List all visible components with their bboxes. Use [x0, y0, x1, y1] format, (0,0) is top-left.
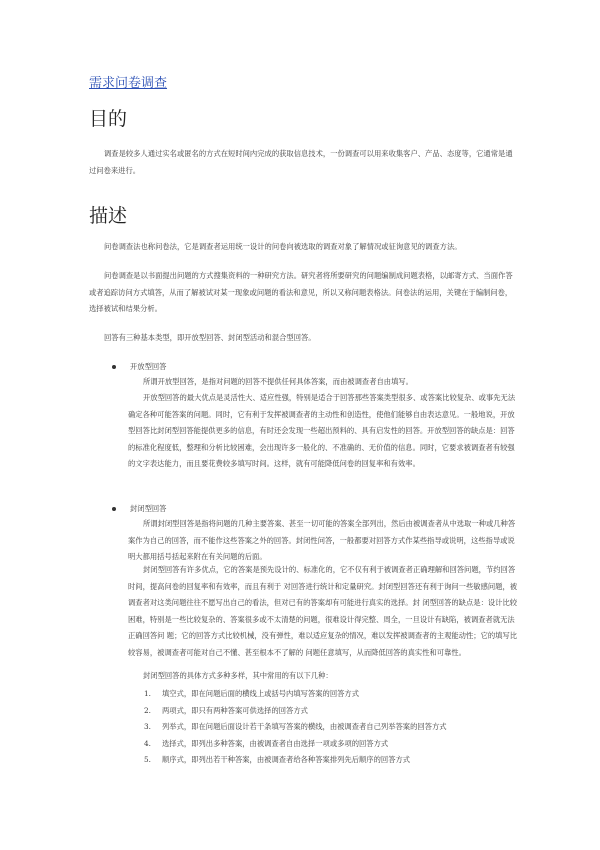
closed-type-paragraph-3: 封闭型回答的具体方式多种多样，其中常用的有以下几种：: [143, 671, 333, 680]
open-type-bullet: [112, 362, 166, 372]
list-item: 4. 选择式，即列出多种答案，由被调查者自由选择一项或多项的回答方式: [144, 738, 389, 748]
description-paragraph-1: 问卷调查法也称问卷法，它是调查者运用统一设计的问卷向被选取的调查对象了解情况或征询意见的调查方法。: [104, 242, 462, 251]
closed-type-paragraph-2: 封闭型回答有许多优点，它的答案是预先设计的、标准化的，它不仅有利于被调查者正确理解和回答问题，节约回答时间，提高问卷的回复率和有效率，而且有利于 对回答进行统计和定量研究。封闭型回答还有利于询问一些敏感问题，被调查者对这类问题往往不愿写出自己的看法，但对已有的答案却有可能进行真实的选择。封 闭型回答的缺点是：设计比较困难，特别是一些比较复杂的、答案很多或不太清楚的问题，很难设计得完整、周全，一旦设计有缺陷，被调查者就无法正确回答问 题；它的回答方式比较机械，没有弹性，难以适应复杂的情况，难以发挥被调查者的主观能动性；它的填写比较容易，被调查者可能对自己不懂、甚至根本不了解的 问题任意填写，从而降低回答的真实性和可靠性。: [128, 565, 518, 657]
description-paragraph-2: 问卷调查是以书面提出问题的方式搜集资料的一种研究方法。研究者将所要研究的问题编制成问题表格，以邮寄方式、当面作答或者追踪访问方式填答，从而了解被试对某一现象或问题的看法和意见，所以又称问题表格法。问卷法的运用，关键在于编制问卷，选择被试和结果分析。: [89, 271, 513, 313]
closed-type-bullet: [112, 504, 166, 514]
bullet-icon: [112, 507, 116, 511]
open-type-paragraph-1: 所谓开放型回答，是指对问题的回答不提供任何具体答案，而由被调查者自由填写。: [143, 377, 413, 386]
survey-title-link[interactable]: 需求问卷调查: [89, 76, 168, 91]
closed-type-list: [144, 686, 447, 769]
closed-type-paragraph-1: 所谓封闭型回答是指将问题的几种主要答案、甚至一切可能的答案全部列出，然后由被调查者从中选取一种或几种答案作为自己的回答，而不能作这些答案之外的回答。封闭性问答，一般都要对回答方式作某些指导或说明，这些指导或说明大都用括号括起来附在有关问题的后面。: [128, 519, 516, 561]
bullet-icon: [112, 365, 116, 369]
purpose-paragraph: 调查是较多人通过实名或匿名的方式在短时间内完成的获取信息技术，一份调查可以用来收集客户、产品、态度等，它通常是通过问卷来进行。: [89, 149, 513, 175]
purpose-heading: 目的: [89, 108, 128, 130]
open-type-paragraph-2: 开放型回答的最大优点是灵活性大、适应性强，特别是适合于回答那些答案类型很多、或答案比较复杂、或事先无法确定各种可能答案的问题。同时，它有利于发挥被调查者的主动性和创造性，使他们能够自由表达意见。一般地说，开放型回答比封闭型回答能提供更多的信息，有时还会发现一些超出预料的、具有启发性的回答。开放型回答的缺点是：回答的标准化程度低，整理和分析比较困难，会出现许多一般化的、不准确的、无价值的信息。同时，它要求被调查者有较强的文字表达能力，而且要花费较多填写时间。这样，就有可能降低问卷的回复率和有效率。: [128, 393, 516, 468]
open-type-label: 开放型回答: [130, 362, 167, 371]
list-item: 5. 顺序式，即列出若干种答案，由被调查者给各种答案排列先后顺序的回答方式: [144, 755, 411, 764]
description-heading: 描述: [89, 205, 128, 227]
closed-type-label: 封闭型回答: [130, 504, 167, 513]
list-item: 2. 两项式，即只有两种答案可供选择的回答方式: [144, 705, 308, 715]
description-paragraph-3: 回答有三种基本类型，即开放型回答、封闭型活动和混合型回答。: [104, 333, 316, 342]
list-item: 1. 填空式，即在问题后面的横线上或括号内填写答案的回答方式: [144, 689, 360, 698]
list-item: 3. 列举式，即在问题后面设计若干条填写答案的横线，由被调查者自己列举答案的回答方式: [144, 722, 447, 731]
